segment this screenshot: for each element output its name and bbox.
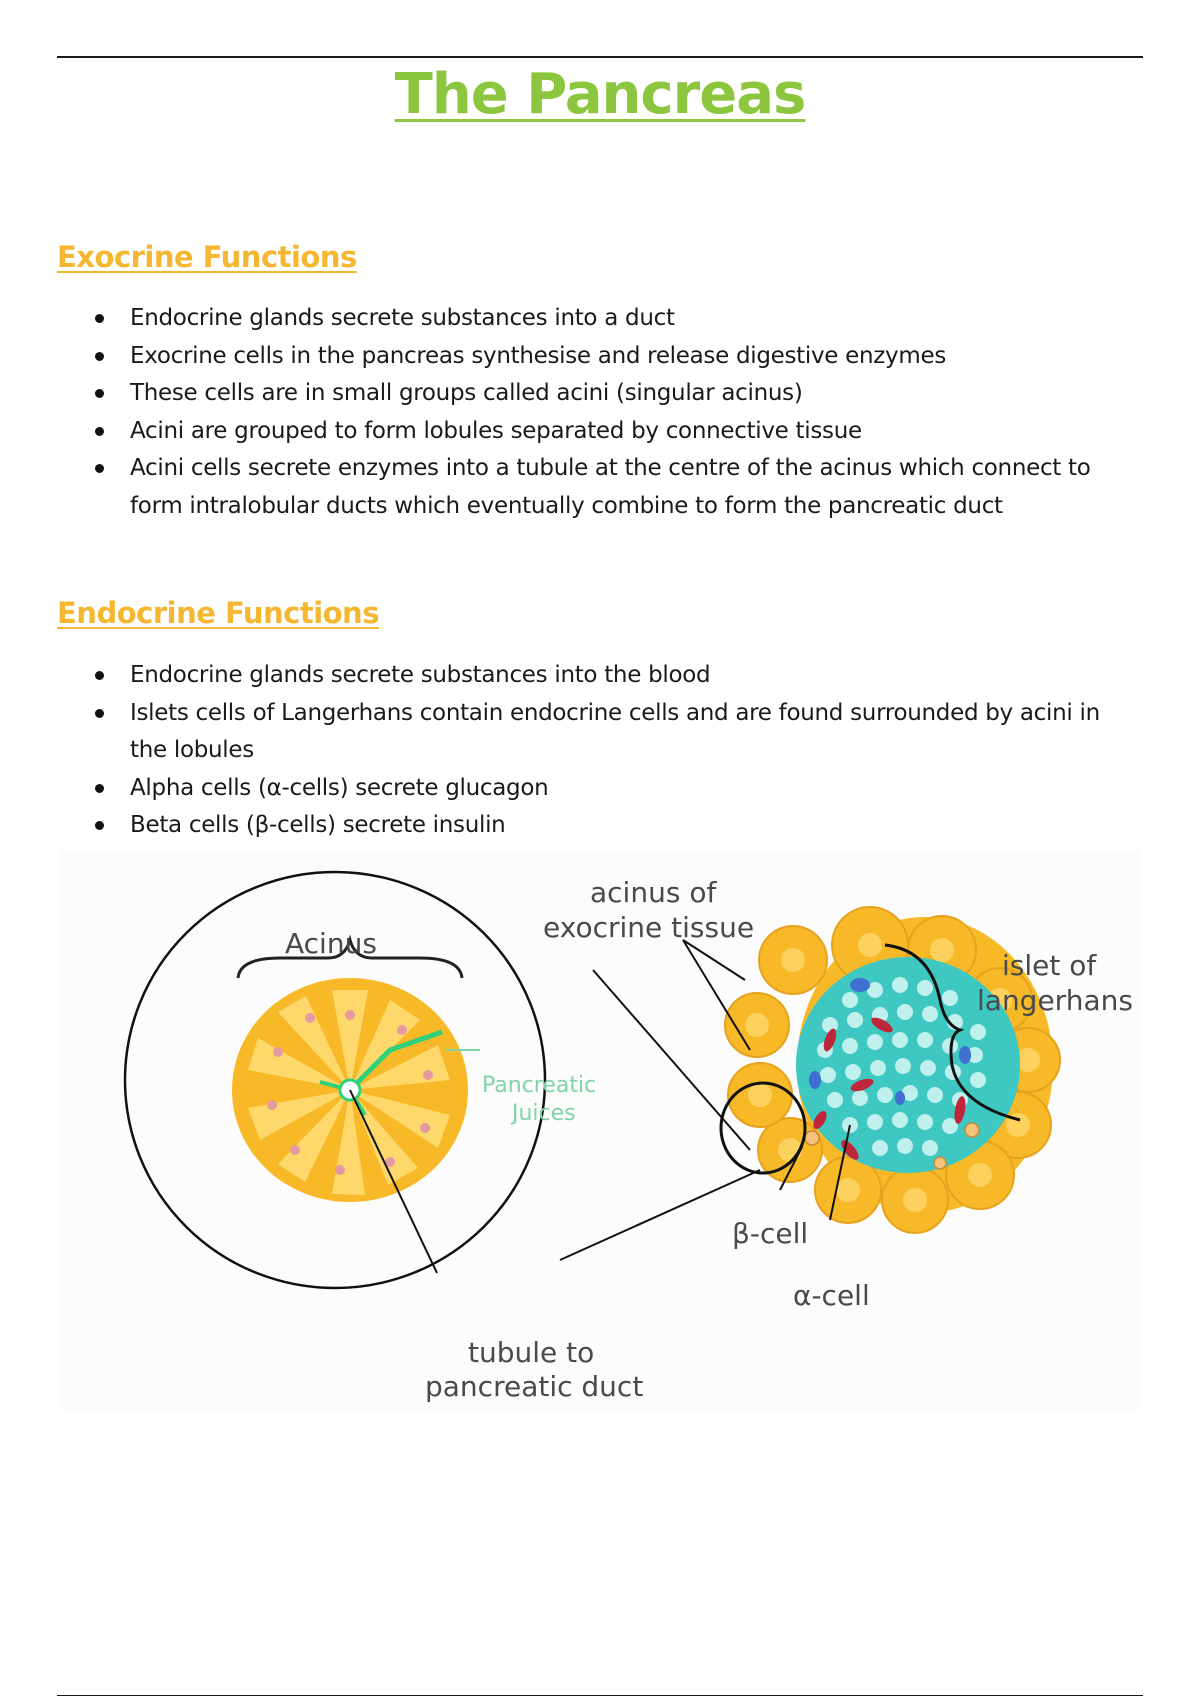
- list-item-text: Beta cells (β-cells) secrete insulin: [130, 812, 506, 838]
- list-item-text: Alpha cells (α-cells) secrete glucagon: [130, 774, 549, 801]
- list-item: [92, 338, 1122, 376]
- list-item: [92, 300, 1122, 338]
- top-rule: [57, 56, 1143, 58]
- label-beta-cell: β-cell: [732, 1217, 809, 1250]
- exocrine-list: [92, 300, 1122, 525]
- label-islet-2: langerhans: [977, 984, 1133, 1017]
- list-item-text: Endocrine glands secrete substances into the blood: [130, 662, 711, 688]
- bullet-icon: [95, 427, 104, 436]
- pancreas-diagram: [60, 850, 1140, 1410]
- bullet-icon: [95, 314, 104, 323]
- list-item: [92, 657, 1122, 695]
- label-acinus-exocrine-2: exocrine tissue: [543, 911, 755, 944]
- list-item-text: Acini cells secrete enzymes into a tubule at the centre of the acinus which connect to form intralobular ducts which eventually combine to form the pancreatic duct: [130, 455, 1091, 519]
- bullet-icon: [95, 464, 104, 473]
- list-item-text: Acini are grouped to form lobules separated by connective tissue: [130, 417, 862, 444]
- list-item-text: Endocrine glands secrete substances into a duct: [130, 305, 675, 331]
- zoom-line-bottom: [560, 1170, 760, 1260]
- label-pancreatic-juices-1: Pancreatic: [482, 1073, 597, 1098]
- list-item-text: These cells are in small groups called acini (singular acinus): [130, 380, 803, 406]
- exocrine-heading: Exocrine Functions: [57, 240, 357, 274]
- list-item: [92, 770, 1122, 808]
- acinus-pointer-1: [683, 940, 745, 980]
- label-tubule-2: pancreatic duct: [425, 1370, 644, 1403]
- page-title: The Pancreas: [394, 62, 806, 127]
- list-item: [92, 807, 1122, 845]
- list-item: [92, 695, 1122, 770]
- bullet-icon: [95, 389, 104, 398]
- bottom-rule: [57, 1695, 1143, 1696]
- list-item: [92, 375, 1122, 413]
- label-acinus: Acinus: [285, 927, 377, 960]
- label-islet-1: islet of: [1002, 949, 1097, 982]
- label-alpha-cell: α-cell: [793, 1279, 870, 1312]
- list-item-text: Islets cells of Langerhans contain endocrine cells and are found surrounded by acini in the lobules: [130, 699, 1100, 763]
- bullet-icon: [95, 784, 104, 793]
- bullet-icon: [95, 709, 104, 718]
- endocrine-list: [92, 657, 1122, 845]
- acinus-pointer-2: [683, 940, 750, 1050]
- list-item: [92, 450, 1122, 525]
- endocrine-heading: Endocrine Functions: [57, 596, 379, 630]
- label-tubule-1: tubule to: [468, 1336, 595, 1369]
- bullet-icon: [95, 821, 104, 830]
- list-item: [92, 413, 1122, 451]
- bullet-icon: [95, 671, 104, 680]
- bullet-icon: [95, 352, 104, 361]
- label-pancreatic-juices-2: Juices: [512, 1101, 576, 1126]
- zoom-line-top: [593, 970, 750, 1150]
- list-item-text: Exocrine cells in the pancreas synthesise and release digestive enzymes: [130, 342, 946, 369]
- label-acinus-exocrine-1: acinus of: [590, 876, 717, 909]
